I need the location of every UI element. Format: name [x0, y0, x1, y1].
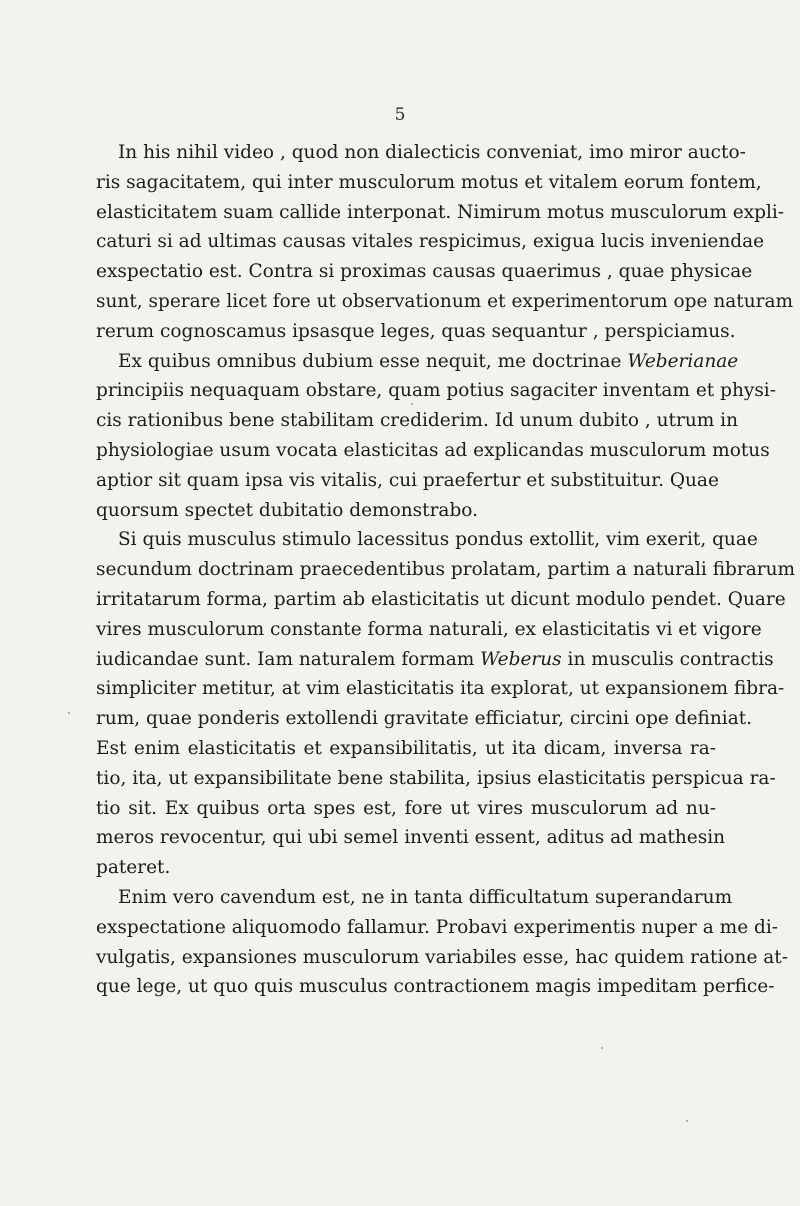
text-line — [96, 883, 733, 913]
text-segment: simpliciter metitur, at vim elasticitatis ita explorat, ut expansionem fibra- — [96, 678, 785, 700]
page-number: 5 — [394, 105, 406, 125]
body-text — [96, 138, 796, 1002]
text-line — [96, 376, 776, 406]
text-segment: elasticitatem suam callide interponat. Nimirum motus musculorum expli- — [96, 201, 785, 223]
text-segment: In his nihil video , quod non dialecticis conveniat, imo miror aucto- — [118, 142, 746, 163]
text-line — [96, 287, 794, 317]
text-line — [96, 525, 758, 555]
text-segment: Enim vero cavendum est, ne in tanta difficultatum superandarum — [118, 886, 733, 908]
text-segment: exspectatione aliquomodo fallamur. Probavi experimentis nuper a me di- — [96, 916, 779, 938]
text-line — [96, 257, 753, 287]
text-line — [96, 853, 716, 883]
text-segment: pateret. — [96, 857, 171, 879]
text-line — [96, 823, 726, 853]
text-segment: Est enim elasticitatis et expansibilitatis, ut ita dicam, inversa ra- — [96, 737, 716, 759]
text-line — [96, 913, 779, 943]
text-segment: vires musculorum constante forma naturali, ex elasticitatis vi et vigore — [96, 618, 762, 640]
text-line — [96, 317, 736, 347]
text-line — [96, 615, 762, 645]
text-segment: iudicandae sunt. Iam naturalem formam — [96, 648, 481, 670]
text-segment: principiis nequaquam obstare, quam potius sagaciter inventam et physi- — [96, 380, 776, 402]
text-segment: que lege, ut quo quis musculus contractionem magis impeditam perfice- — [96, 976, 775, 998]
text-segment: aptior sit quam ipsa vis vitalis, cui praefertur et substituitur. Quae — [96, 469, 719, 491]
text-line — [96, 794, 716, 824]
text-line — [96, 138, 746, 168]
text-segment: tio, ita, ut expansibilitate bene stabilita, ipsius elasticitatis perspicua ra- — [96, 767, 776, 789]
text-segment: physiologiae usum vocata elasticitas ad explicandas musculorum motus — [96, 439, 770, 461]
text-line — [96, 168, 762, 198]
text-segment: ris sagacitatem, qui inter musculorum motus et vitalem eorum fontem, — [96, 171, 762, 193]
text-line — [96, 704, 753, 734]
text-line — [96, 436, 770, 466]
text-line — [96, 198, 785, 228]
text-segment: rum, quae ponderis extollendi gravitate efficiatur, circini ope definiat. — [96, 708, 753, 730]
text-segment: irritatarum forma, partim ab elasticitatis ut dicunt modulo pendet. Quare — [96, 588, 786, 610]
text-segment: cis rationibus bene stabilitam crediderim. Id unum dubito , utrum in — [96, 410, 739, 432]
text-line — [96, 585, 786, 615]
text-line — [96, 496, 716, 526]
text-segment: meros revocentur, qui ubi semel inventi essent, aditus ad mathesin — [96, 827, 726, 849]
text-line — [96, 943, 788, 973]
text-line — [96, 972, 775, 1002]
italic-name: Weberianae — [627, 350, 739, 372]
paper-speck — [411, 403, 413, 405]
text-segment: sunt, sperare licet fore ut observationum et experimentorum ope naturam — [96, 290, 794, 312]
text-line — [96, 227, 765, 257]
italic-name: Weberus — [480, 648, 562, 670]
text-line — [96, 734, 716, 764]
text-segment: rerum cognoscamus ipsasque leges, quas sequantur , perspiciamus. — [96, 320, 736, 342]
text-segment: exspectatio est. Contra si proximas causas quaerimus , quae physicae — [96, 261, 753, 283]
text-segment: Si quis musculus stimulo lacessitus pondus extollit, vim exerit, quae — [118, 529, 758, 551]
text-segment: quorsum spectet dubitatio demonstrabo. — [96, 499, 478, 521]
paper-speck — [601, 1047, 603, 1049]
text-line — [96, 645, 774, 675]
text-line — [96, 406, 739, 436]
text-line — [96, 347, 739, 377]
paper-speck — [68, 712, 70, 714]
text-line — [96, 764, 776, 794]
text-segment: Ex quibus omnibus dubium esse nequit, me doctrinae — [118, 350, 628, 372]
text-segment: caturi si ad ultimas causas vitales respicimus, exigua lucis inveniendae — [96, 231, 765, 253]
text-segment: secundum doctrinam praecedentibus prolatam, partim a naturali fibrarum — [96, 559, 796, 581]
text-segment: in musculis contractis — [561, 648, 774, 670]
text-segment: vulgatis, expansiones musculorum variabiles esse, hac quidem ratione at- — [96, 946, 788, 968]
paper-speck — [686, 1120, 688, 1122]
text-segment: tio sit. Ex quibus orta spes est, fore ut vires musculorum ad nu- — [96, 797, 716, 819]
text-line — [96, 555, 796, 585]
text-line — [96, 674, 785, 704]
text-line — [96, 466, 719, 496]
